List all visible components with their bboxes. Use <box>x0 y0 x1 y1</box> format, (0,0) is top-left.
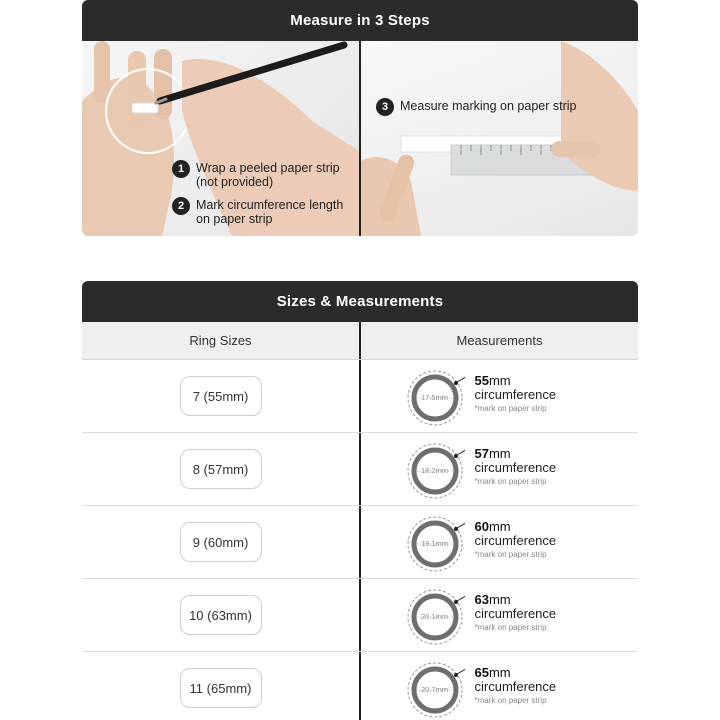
sizes-title: Sizes & Measurements <box>82 281 638 322</box>
circumference-label: circumference <box>474 606 557 621</box>
circumference-label: circumference <box>474 533 557 548</box>
measurement-text <box>475 666 557 708</box>
measurement-text <box>475 520 557 562</box>
size-rows <box>82 360 638 720</box>
step-1-text: Wrap a peeled paper strip (not provided) <box>196 161 340 189</box>
table-row <box>82 433 638 506</box>
diameter-label: 17.5mm <box>420 393 449 402</box>
unit-label: mm <box>488 373 511 388</box>
step-3-text: Measure marking on paper strip <box>400 99 577 113</box>
paper-strip-note: *mark on paper strip <box>474 696 547 705</box>
measurement-block <box>405 364 595 428</box>
step-1 <box>172 161 359 189</box>
measurement-text <box>475 447 557 489</box>
circumference-value <box>475 520 557 534</box>
step-3 <box>376 99 636 116</box>
diameter-label: 18.2mm <box>420 466 449 475</box>
circumference-label: circumference <box>474 460 557 475</box>
table-row <box>82 652 638 720</box>
measurement-text <box>475 374 557 416</box>
ring-size-cell <box>82 579 359 651</box>
measurement-cell <box>361 506 638 578</box>
ring-size-pill: 8 (57mm) <box>180 449 262 489</box>
unit-label: mm <box>488 592 511 607</box>
diameter-label: 20.7mm <box>420 685 449 694</box>
ring-size-pill: 9 (60mm) <box>180 522 262 562</box>
circumference-value <box>475 593 557 607</box>
table-row <box>82 506 638 579</box>
circumference-number: 65 <box>474 665 489 680</box>
ring-size-cell <box>82 652 359 720</box>
step-2-text: Mark circumference length on paper strip <box>196 198 344 226</box>
measurement-cell <box>361 652 638 720</box>
table-row <box>82 360 638 433</box>
step-2-number: 2 <box>172 197 190 215</box>
unit-label: mm <box>488 519 511 534</box>
ring-size-pill: 7 (55mm) <box>180 376 262 416</box>
measurement-text <box>475 593 557 635</box>
measurement-cell <box>361 579 638 651</box>
paper-strip-note: *mark on paper strip <box>474 550 547 559</box>
ring-size-cell <box>82 360 359 432</box>
photo-wrap-finger <box>82 41 359 236</box>
measurement-cell <box>361 433 638 505</box>
measurement-cell <box>361 360 638 432</box>
photo-measure-ruler <box>361 41 638 236</box>
measurement-block <box>405 510 595 574</box>
unit-label: mm <box>488 446 511 461</box>
paper-strip-note: *mark on paper strip <box>474 404 547 413</box>
circumference-number: 60 <box>474 519 489 534</box>
circumference-number: 55 <box>474 373 489 388</box>
circumference-value <box>475 666 557 680</box>
circumference-label: circumference <box>474 679 557 694</box>
diameter-label: 20.1mm <box>420 612 449 621</box>
ring-size-pill: 11 (65mm) <box>180 668 262 708</box>
step-1-number: 1 <box>172 160 190 178</box>
steps-photos <box>82 41 638 236</box>
ruler-measuring-illustration <box>361 41 638 236</box>
col-measurements: Measurements <box>456 333 543 348</box>
ring-size-cell <box>82 506 359 578</box>
paper-strip-note: *mark on paper strip <box>474 477 547 486</box>
paper-strip-note: *mark on paper strip <box>474 623 547 632</box>
table-header <box>82 322 638 360</box>
measurement-block <box>405 437 595 501</box>
ring-size-cell <box>82 433 359 505</box>
diameter-label: 19.1mm <box>420 539 449 548</box>
ring-size-pill: 10 (63mm) <box>180 595 262 635</box>
step-3-number: 3 <box>376 98 394 116</box>
circumference-label: circumference <box>474 387 557 402</box>
circumference-number: 57 <box>474 446 489 461</box>
measure-steps-card <box>82 0 638 236</box>
measurement-block <box>405 656 595 720</box>
steps-title: Measure in 3 Steps <box>82 0 638 41</box>
table-row <box>82 579 638 652</box>
col-ring-sizes: Ring Sizes <box>189 333 252 348</box>
sizes-measurements-card <box>82 281 638 720</box>
measurement-block <box>405 583 595 647</box>
circumference-value <box>475 374 557 388</box>
circumference-number: 63 <box>474 592 489 607</box>
step-2 <box>172 198 359 226</box>
unit-label: mm <box>488 665 511 680</box>
circumference-value <box>475 447 557 461</box>
